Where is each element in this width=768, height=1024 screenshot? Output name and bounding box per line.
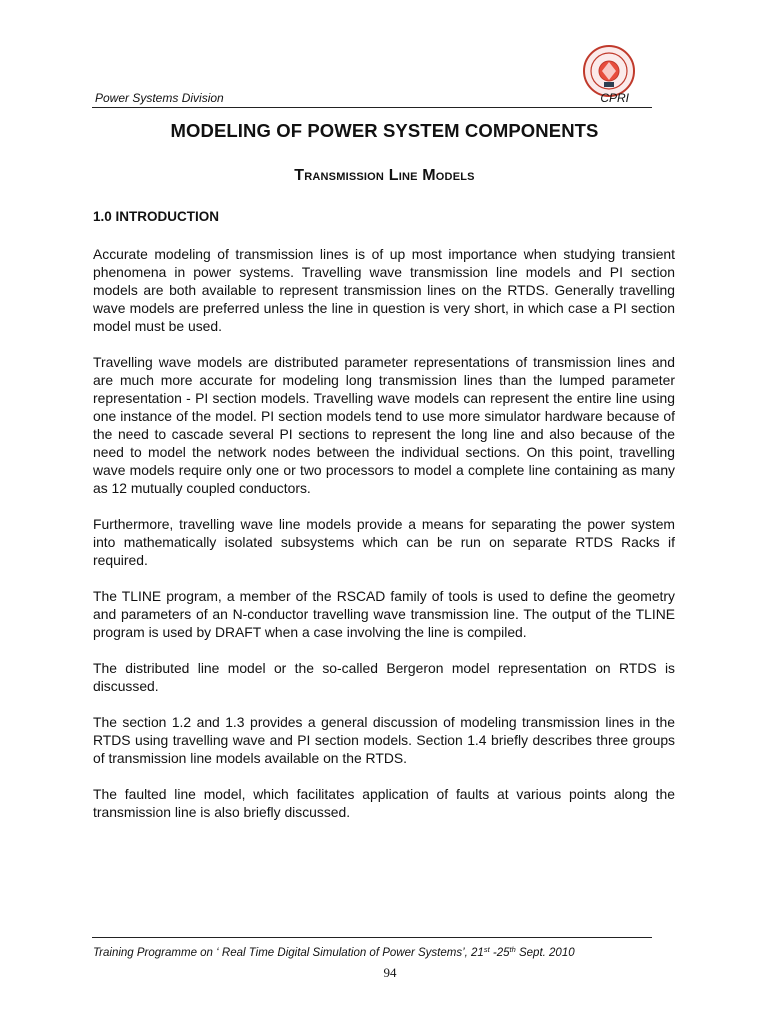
footer-suffix: Sept. 2010: [515, 947, 575, 959]
body-text: [93, 245, 675, 839]
footer-sup-st: st: [483, 945, 490, 954]
header-divider: [92, 107, 652, 108]
page-number: 94: [383, 965, 397, 980]
footer-sup-th: th: [509, 945, 516, 954]
paragraph: Furthermore, travelling wave line models provide a means for separating the power system into mathematically isolated subsystems which can be run on separate RTDS Racks if required.: [93, 516, 675, 568]
paragraph: The TLINE program, a member of the RSCAD family of tools is used to define the geometry and parameters of an N-conductor travelling wave transmission line. The output of the TLINE program is used by DRAFT when a case involving the line is compiled.: [93, 588, 675, 640]
document-title: MODELING OF POWER SYSTEM COMPONENTS: [170, 120, 599, 141]
cpri-logo-icon: [582, 44, 636, 98]
footer-prefix: Training Programme on ‘ Real Time Digital Simulation of Power Systems’, 21: [93, 947, 484, 959]
footer-middle: -25: [489, 947, 510, 959]
footer-text: [93, 946, 653, 960]
paragraph: The distributed line model or the so-called Bergeron model representation on RTDS is discussed.: [93, 660, 675, 694]
paragraph: Accurate modeling of transmission lines is of up most importance when studying transient phenomena in power systems. Travelling wave transmission line models and PI section models are both available to represent transmission lines on the RTDS. Generally travelling wave models are preferred unless the line in question is very short, in which case a PI section model must be used.: [93, 246, 675, 334]
paragraph: Travelling wave models are distributed parameter representations of transmission lines and are much more accurate for modeling long transmission lines than the lumped parameter representation - PI section models. Travelling wave models can represent the entire line using one instance of the model. PI section models tend to use more simulator hardware because of the need to cascade several PI sections to represent the long line and also because of the need to model the network nodes between the individual sections. On this point, travelling wave models require only one or two processors to model a complete line containing as many as 12 mutually coupled conductors.: [93, 354, 675, 496]
header-division: Power Systems Division: [95, 91, 224, 105]
paragraph: The faulted line model, which facilitates application of faults at various points along the transmission line is also briefly discussed.: [93, 786, 675, 820]
header-org: CPRI: [600, 91, 629, 105]
footer-divider: [92, 937, 652, 938]
document-subtitle: Transmission Line Models: [294, 167, 475, 184]
section-heading: 1.0 INTRODUCTION: [93, 209, 220, 224]
paragraph: The section 1.2 and 1.3 provides a general discussion of modeling transmission lines in the RTDS using travelling wave and PI section models. Section 1.4 briefly describes three groups of transmission line models available on the RTDS.: [93, 714, 675, 766]
